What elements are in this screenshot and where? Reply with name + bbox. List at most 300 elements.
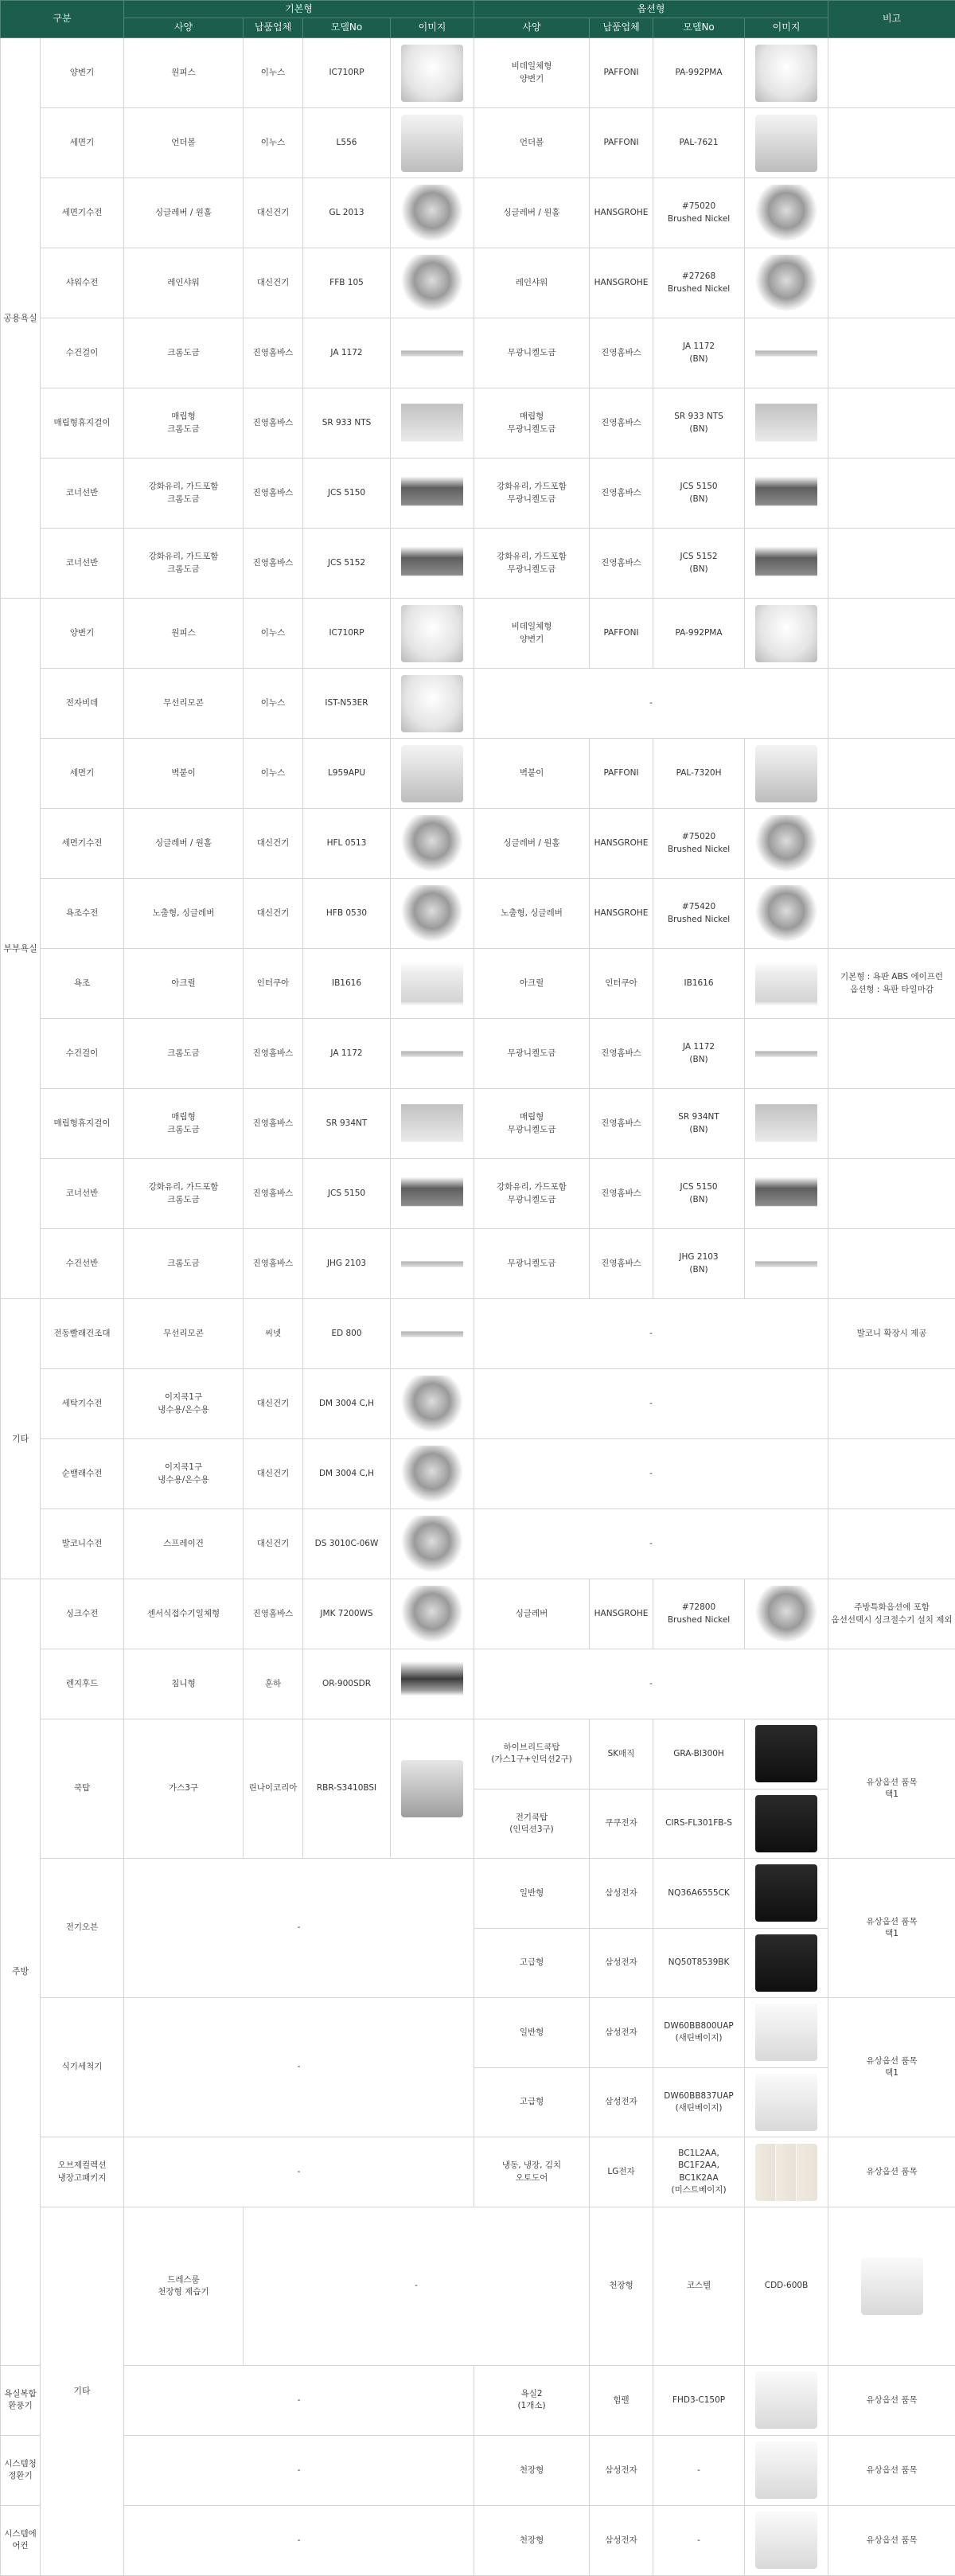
- image-cell: [391, 739, 474, 809]
- bathtub-icon: [401, 955, 463, 1013]
- remark: [828, 248, 955, 318]
- item-name: 수건걸이: [41, 318, 124, 388]
- basic-model: IC710RP: [303, 38, 391, 108]
- basic-model: IST-N53ER: [303, 669, 391, 739]
- option-supplier: 진영홈바스: [590, 1159, 653, 1229]
- header-supplier: 납품업체: [590, 18, 653, 38]
- sink-icon: [755, 745, 817, 802]
- basic-spec: 크롬도금: [124, 1019, 244, 1089]
- table-row: [1, 2365, 955, 2435]
- remark: [828, 739, 955, 809]
- corner-shelf-icon: [755, 465, 817, 522]
- option-spec: 언더볼: [474, 108, 590, 178]
- basic-model: DM 3004 C,H: [303, 1439, 391, 1509]
- option-supplier: HANSGROHE: [590, 809, 653, 879]
- basic-spec: 원피스: [124, 599, 244, 669]
- basic-supplier: 이누스: [244, 38, 303, 108]
- option-supplier: 진영홈바스: [590, 529, 653, 599]
- basic-model: JA 1172: [303, 1019, 391, 1089]
- option-spec: 매립형 무광니켈도금: [474, 388, 590, 459]
- remark: 유상옵션 품목 택1: [828, 1998, 955, 2137]
- table-row: [1, 599, 955, 669]
- basic-spec: 레인샤워: [124, 248, 244, 318]
- basic-supplier: 대신건기: [244, 879, 303, 949]
- basic-model: OR-900SDR: [303, 1649, 391, 1719]
- item-name: 세면기: [41, 739, 124, 809]
- image-cell: [745, 1859, 828, 1929]
- image-cell: [391, 1019, 474, 1089]
- header-option: 옵션형: [474, 1, 828, 18]
- basic-spec: 이지쿡1구 냉수용/온수용: [124, 1369, 244, 1439]
- basic-spec: 무선리모콘: [124, 669, 244, 739]
- item-name: 코너선반: [41, 529, 124, 599]
- option-spec: 하이브리드쿡탑 (가스1구+인덕션2구): [474, 1719, 590, 1790]
- table-row: [1, 809, 955, 879]
- option-supplier: PAFFONI: [590, 108, 653, 178]
- table-row: [1, 1719, 955, 1790]
- image-cell: [745, 2505, 828, 2575]
- image-cell: [391, 108, 474, 178]
- table-row: [1, 108, 955, 178]
- option-supplier: 삼성전자: [590, 2067, 653, 2137]
- towel-bar-icon: [401, 1235, 463, 1293]
- table-row: [1, 1439, 955, 1509]
- header-category: 구분: [1, 1, 124, 38]
- table-row: [1, 739, 955, 809]
- table-row: [1, 669, 955, 739]
- basic-supplier: 대신건기: [244, 248, 303, 318]
- basic-model: SR 933 NTS: [303, 388, 391, 459]
- basic-model: GL 2013: [303, 178, 391, 248]
- basic-empty: -: [124, 1859, 474, 1998]
- corner-shelf-icon: [755, 535, 817, 592]
- basic-spec: 강화유리, 가드포함 크롬도금: [124, 1159, 244, 1229]
- corner-shelf-icon: [755, 1165, 817, 1223]
- category-label: 주방: [1, 1579, 41, 2366]
- image-cell: [745, 2365, 828, 2435]
- image-cell: [391, 599, 474, 669]
- dishwasher-icon: [755, 2074, 817, 2131]
- faucet-icon: [401, 1586, 463, 1643]
- faucet-icon: [401, 815, 463, 872]
- paper-holder-icon: [755, 1095, 817, 1153]
- basic-spec: 강화유리, 가드포함 크롬도금: [124, 459, 244, 529]
- option-supplier: 삼성전자: [590, 1998, 653, 2068]
- basic-spec: 싱글레버 / 원홀: [124, 809, 244, 879]
- option-supplier: 쿠쿠전자: [590, 1789, 653, 1859]
- item-name: 코너선반: [41, 459, 124, 529]
- towel-bar-icon: [755, 325, 817, 382]
- basic-model: L959APU: [303, 739, 391, 809]
- ceiling-unit-icon: [755, 2371, 817, 2429]
- option-spec: 매립형 무광니켈도금: [474, 1089, 590, 1159]
- table-row: [1, 1509, 955, 1579]
- option-supplier: 코스텔: [653, 2207, 745, 2366]
- towel-bar-icon: [755, 1025, 817, 1083]
- option-model: DW60BB800UAP (새틴베이지): [653, 1998, 745, 2068]
- image-cell: [391, 1509, 474, 1579]
- basic-spec: 침니형: [124, 1649, 244, 1719]
- option-spec: 강화유리, 가드포함 무광니켈도금: [474, 529, 590, 599]
- image-cell: [745, 1089, 828, 1159]
- faucet-icon: [401, 885, 463, 943]
- remark: 유상옵션 품목 택1: [828, 1719, 955, 1859]
- table-row: [1, 2207, 955, 2366]
- image-cell: [745, 879, 828, 949]
- image-cell: [745, 108, 828, 178]
- header-spec: 사양: [474, 18, 590, 38]
- remark: [828, 529, 955, 599]
- item-name: 렌지후드: [41, 1649, 124, 1719]
- table-row: [1, 1369, 955, 1439]
- option-model: JA 1172 (BN): [653, 1019, 745, 1089]
- item-name: 시스템에어컨: [1, 2505, 41, 2575]
- basic-empty: -: [244, 2207, 590, 2366]
- range-hood-icon: [401, 1656, 463, 1713]
- faucet-icon: [401, 1446, 463, 1503]
- sink-icon: [755, 115, 817, 172]
- remark: [828, 388, 955, 459]
- basic-supplier: 이누스: [244, 599, 303, 669]
- option-model: CDD-600B: [745, 2207, 828, 2366]
- remark: [828, 1509, 955, 1579]
- item-name: 시스템청정환기: [1, 2435, 41, 2505]
- category-label: 기타: [41, 2207, 124, 2576]
- basic-empty: -: [124, 2365, 474, 2435]
- table-row: [1, 2137, 955, 2207]
- item-name: 욕실복합환풍기: [1, 2365, 41, 2435]
- basic-empty: -: [124, 2435, 474, 2505]
- image-cell: [745, 1789, 828, 1859]
- remark: [828, 1229, 955, 1299]
- corner-shelf-icon: [401, 535, 463, 592]
- image-cell: [391, 1649, 474, 1719]
- header-image: 이미지: [745, 18, 828, 38]
- option-model: NQ36A6555CK: [653, 1859, 745, 1929]
- basic-supplier: 진영홈바스: [244, 318, 303, 388]
- remark: [828, 108, 955, 178]
- table-row: [1, 529, 955, 599]
- basic-model: HFB 0530: [303, 879, 391, 949]
- table-row: [1, 318, 955, 388]
- basic-spec: 크롬도금: [124, 318, 244, 388]
- option-model: IB1616: [653, 949, 745, 1019]
- item-name: 욕조: [41, 949, 124, 1019]
- image-cell: [745, 459, 828, 529]
- option-model: #75020 Brushed Nickel: [653, 178, 745, 248]
- basic-spec: 가스3구: [124, 1719, 244, 1859]
- basic-supplier: 진영홈바스: [244, 1089, 303, 1159]
- bathtub-icon: [755, 955, 817, 1013]
- basic-spec: 노출형, 싱글레버: [124, 879, 244, 949]
- table-row: [1, 2435, 955, 2505]
- paper-holder-icon: [401, 1095, 463, 1153]
- basic-spec: 강화유리, 가드포함 크롬도금: [124, 529, 244, 599]
- option-supplier: SK매직: [590, 1719, 653, 1790]
- remark: [828, 178, 955, 248]
- image-cell: [745, 1019, 828, 1089]
- faucet-icon: [401, 1516, 463, 1573]
- image-cell: [745, 1719, 828, 1790]
- option-model: PA-992PMA: [653, 599, 745, 669]
- toilet-icon: [401, 605, 463, 662]
- table-row: [1, 1159, 955, 1229]
- basic-empty: -: [124, 2137, 474, 2207]
- option-model: #27268 Brushed Nickel: [653, 248, 745, 318]
- corner-shelf-icon: [401, 465, 463, 522]
- option-model: JCS 5150 (BN): [653, 459, 745, 529]
- image-cell: [745, 2137, 828, 2207]
- remark: [828, 1649, 955, 1719]
- item-name: 전기오븐: [41, 1859, 124, 1998]
- option-supplier: HANSGROHE: [590, 879, 653, 949]
- option-spec: 싱글레버 / 원홀: [474, 178, 590, 248]
- table-row: [1, 2505, 955, 2575]
- option-empty: -: [474, 1369, 828, 1439]
- cooktop-icon: [755, 1795, 817, 1852]
- option-spec: 무광니켈도금: [474, 1019, 590, 1089]
- option-model: JCS 5150 (BN): [653, 1159, 745, 1229]
- image-cell: [745, 2067, 828, 2137]
- towel-bar-icon: [755, 1235, 817, 1293]
- toilet-icon: [755, 45, 817, 102]
- category-label: 부부욕실: [1, 599, 41, 1299]
- remark: [828, 669, 955, 739]
- header-spec: 사양: [124, 18, 244, 38]
- basic-empty: -: [124, 2505, 474, 2575]
- option-empty: -: [474, 1649, 828, 1719]
- option-model: -: [653, 2505, 745, 2575]
- paper-holder-icon: [401, 395, 463, 452]
- table-row: [1, 949, 955, 1019]
- header-model: 모델No: [653, 18, 745, 38]
- basic-supplier: 씨넷: [244, 1299, 303, 1369]
- toilet-icon: [401, 675, 463, 732]
- basic-supplier: 훈하: [244, 1649, 303, 1719]
- remark: [828, 1369, 955, 1439]
- category-label: 공용욕실: [1, 38, 41, 599]
- option-model: BC1L2AA, BC1F2AA, BC1K2AA (미스트베이지): [653, 2137, 745, 2207]
- oven-icon: [755, 1934, 817, 1992]
- cooktop-icon: [755, 1725, 817, 1782]
- item-name: 순밸래수전: [41, 1439, 124, 1509]
- image-cell: [391, 1299, 474, 1369]
- basic-supplier: 대신건기: [244, 1439, 303, 1509]
- basic-model: JCS 5152: [303, 529, 391, 599]
- option-spec: 노출형, 싱글레버: [474, 879, 590, 949]
- image-cell: [391, 949, 474, 1019]
- option-supplier: 진영홈바스: [590, 459, 653, 529]
- option-supplier: 삼성전자: [590, 1928, 653, 1998]
- image-cell: [745, 318, 828, 388]
- option-spec: 고급형: [474, 2067, 590, 2137]
- table-row: [1, 459, 955, 529]
- option-supplier: 진영홈바스: [590, 1019, 653, 1089]
- option-spec: 천장형: [474, 2435, 590, 2505]
- option-supplier: HANSGROHE: [590, 248, 653, 318]
- image-cell: [745, 949, 828, 1019]
- option-supplier: PAFFONI: [590, 599, 653, 669]
- toilet-icon: [755, 605, 817, 662]
- image-cell: [391, 1159, 474, 1229]
- option-spec: 강화유리, 가드포함 무광니켈도금: [474, 459, 590, 529]
- option-spec: 비데일체형 양변기: [474, 599, 590, 669]
- item-name: 세면기수전: [41, 178, 124, 248]
- image-cell: [391, 318, 474, 388]
- header-basic: 기본형: [124, 1, 474, 18]
- option-spec: 비데일체형 양변기: [474, 38, 590, 108]
- item-name: 오브제컬렉션 냉장고패키지: [41, 2137, 124, 2207]
- option-spec: 일반형: [474, 1998, 590, 2068]
- table-row: [1, 1299, 955, 1369]
- item-name: 쿡탑: [41, 1719, 124, 1859]
- faucet-icon: [755, 185, 817, 242]
- faucet-icon: [401, 1376, 463, 1433]
- item-name: 드레스룸 천장형 제습기: [124, 2207, 244, 2366]
- remark: 유상옵션 품목 택1: [828, 1859, 955, 1998]
- table-row: [1, 1229, 955, 1299]
- option-supplier: 삼성전자: [590, 2435, 653, 2505]
- basic-spec: 무선리모콘: [124, 1299, 244, 1369]
- option-model: DW60BB837UAP (새틴베이지): [653, 2067, 745, 2137]
- basic-supplier: 진영홈바스: [244, 1229, 303, 1299]
- basic-model: JHG 2103: [303, 1229, 391, 1299]
- option-empty: -: [474, 1439, 828, 1509]
- remark: 유상옵션 품목: [828, 2137, 955, 2207]
- option-supplier: 삼성전자: [590, 2505, 653, 2575]
- dishwasher-icon: [755, 2004, 817, 2061]
- table-row: [1, 38, 955, 108]
- option-spec: 고급형: [474, 1928, 590, 1998]
- image-cell: [745, 1928, 828, 1998]
- ceiling-unit-icon: [861, 2258, 923, 2315]
- basic-spec: 매립형 크롬도금: [124, 388, 244, 459]
- option-model: #72800 Brushed Nickel: [653, 1579, 745, 1649]
- basic-model: JCS 5150: [303, 459, 391, 529]
- item-name: 매립형휴지걸이: [41, 1089, 124, 1159]
- remark: [828, 38, 955, 108]
- basic-spec: 벽붙이: [124, 739, 244, 809]
- basic-model: SR 934NT: [303, 1089, 391, 1159]
- basic-supplier: 대신건기: [244, 1509, 303, 1579]
- option-model: SR 934NT (BN): [653, 1089, 745, 1159]
- item-name: 전자비데: [41, 669, 124, 739]
- table-row: [1, 1649, 955, 1719]
- item-name: 양변기: [41, 599, 124, 669]
- image-cell: [391, 879, 474, 949]
- option-model: PAL-7621: [653, 108, 745, 178]
- faucet-icon: [401, 185, 463, 242]
- option-supplier: 진영홈바스: [590, 388, 653, 459]
- basic-supplier: 대신건기: [244, 1369, 303, 1439]
- remark: 유상옵션 품목: [828, 2435, 955, 2505]
- image-cell: [745, 1579, 828, 1649]
- basic-supplier: 진영홈바스: [244, 459, 303, 529]
- header-remark: 비고: [828, 1, 955, 38]
- remark: 발코니 확장시 제공: [828, 1299, 955, 1369]
- basic-spec: 센서식접수기일체형: [124, 1579, 244, 1649]
- remark: 기본형 : 욕판 ABS 에이프런 옵션형 : 욕판 타일마감: [828, 949, 955, 1019]
- table-body: [1, 38, 955, 2576]
- faucet-icon: [755, 255, 817, 312]
- option-supplier: 힘펠: [590, 2365, 653, 2435]
- basic-supplier: 인터쿠아: [244, 949, 303, 1019]
- remark: [828, 318, 955, 388]
- image-cell: [745, 1229, 828, 1299]
- option-spec: 강화유리, 가드포함 무광니켈도금: [474, 1159, 590, 1229]
- image-cell: [391, 529, 474, 599]
- option-model: -: [653, 2435, 745, 2505]
- image-cell: [745, 529, 828, 599]
- basic-model: FFB 105: [303, 248, 391, 318]
- basic-spec: 싱글레버 / 원홀: [124, 178, 244, 248]
- remark: [828, 599, 955, 669]
- header-model: 모델No: [303, 18, 391, 38]
- remark: 유상옵션 품목: [828, 2365, 955, 2435]
- image-cell: [745, 1998, 828, 2068]
- table-row: [1, 879, 955, 949]
- image-cell: [745, 248, 828, 318]
- category-label: 기타: [1, 1299, 41, 1579]
- item-name: 샤워수전: [41, 248, 124, 318]
- image-cell: [745, 599, 828, 669]
- option-spec: 일반형: [474, 1859, 590, 1929]
- table-row: [1, 1579, 955, 1649]
- option-supplier: PAFFONI: [590, 38, 653, 108]
- option-supplier: PAFFONI: [590, 739, 653, 809]
- item-name: 세탁기수전: [41, 1369, 124, 1439]
- basic-spec: 언더볼: [124, 108, 244, 178]
- faucet-icon: [755, 1586, 817, 1643]
- faucet-icon: [755, 885, 817, 943]
- option-model: SR 933 NTS (BN): [653, 388, 745, 459]
- towel-bar-icon: [401, 1025, 463, 1083]
- option-model: #75420 Brushed Nickel: [653, 879, 745, 949]
- remark: [828, 1439, 955, 1509]
- image-cell: [391, 1439, 474, 1509]
- basic-model: JCS 5150: [303, 1159, 391, 1229]
- image-cell: [745, 178, 828, 248]
- paper-holder-icon: [755, 395, 817, 452]
- option-spec: 무광니켈도금: [474, 318, 590, 388]
- image-cell: [391, 1089, 474, 1159]
- basic-supplier: 이누스: [244, 108, 303, 178]
- option-empty: -: [474, 1509, 828, 1579]
- option-spec: 냉동, 냉장, 김치 오토도어: [474, 2137, 590, 2207]
- remark: [828, 459, 955, 529]
- image-cell: [745, 38, 828, 108]
- option-spec: 벽붙이: [474, 739, 590, 809]
- basic-model: IB1616: [303, 949, 391, 1019]
- basic-supplier: 이누스: [244, 739, 303, 809]
- table-row: [1, 178, 955, 248]
- image-cell: [391, 1369, 474, 1439]
- image-cell: [391, 178, 474, 248]
- basic-model: DM 3004 C,H: [303, 1369, 391, 1439]
- remark: 유상옵션 품목: [828, 2505, 955, 2575]
- image-cell: [391, 1229, 474, 1299]
- basic-supplier: 진영홈바스: [244, 1579, 303, 1649]
- option-supplier: 진영홈바스: [590, 1089, 653, 1159]
- basic-supplier: 대신건기: [244, 809, 303, 879]
- remark: [828, 1159, 955, 1229]
- basic-spec: 아크릴: [124, 949, 244, 1019]
- basic-model: JMK 7200WS: [303, 1579, 391, 1649]
- remark: [828, 1089, 955, 1159]
- option-spec: 욕실2 (1개소): [474, 2365, 590, 2435]
- image-cell: [745, 2435, 828, 2505]
- item-name: 양변기: [41, 38, 124, 108]
